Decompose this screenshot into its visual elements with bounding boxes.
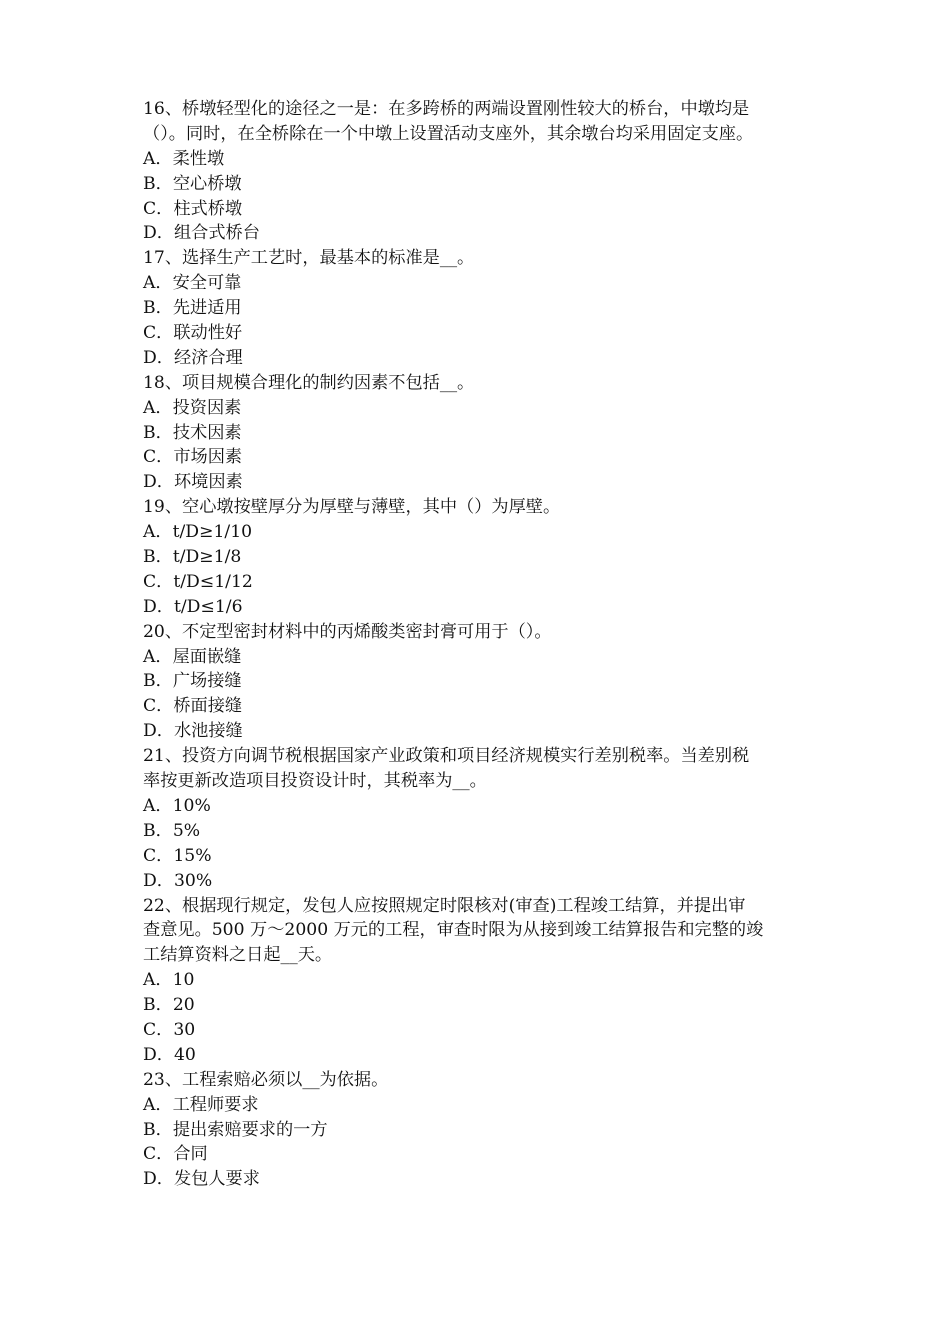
option-d: D．40 xyxy=(143,1044,196,1065)
question-16 xyxy=(143,97,811,246)
option-c: C．15% xyxy=(143,845,212,866)
question-17 xyxy=(143,246,811,370)
question-18 xyxy=(143,371,811,495)
question-list xyxy=(143,97,811,1192)
option-b: B．广场接缝 xyxy=(143,671,242,692)
option-d: D．30% xyxy=(143,870,213,891)
option-a: A．t/D≥1/10 xyxy=(143,522,253,543)
option-d: D．环境因素 xyxy=(143,472,243,493)
option-a: A．安全可靠 xyxy=(143,273,242,294)
option-c: C．柱式桥墩 xyxy=(143,198,243,219)
question-text-line: 工结算资料之日起__天。 xyxy=(143,945,333,966)
option-a: A．柔性墩 xyxy=(143,148,225,169)
option-c: C．市场因素 xyxy=(143,447,243,468)
question-text-line: 17、选择生产工艺时，最基本的标准是__。 xyxy=(143,248,475,269)
option-a: A．屋面嵌缝 xyxy=(143,646,242,667)
question-21 xyxy=(143,744,811,893)
question-text-line: 率按更新改造项目投资设计时，其税率为__。 xyxy=(143,771,487,792)
question-text-line: 21、投资方向调节税根据国家产业政策和项目经济规模实行差别税率。当差别税 xyxy=(143,746,750,767)
option-d: D．经济合理 xyxy=(143,347,243,368)
question-20 xyxy=(143,620,811,744)
option-d: D．发包人要求 xyxy=(143,1169,260,1190)
option-a: A．工程师要求 xyxy=(143,1094,259,1115)
option-c: C．桥面接缝 xyxy=(143,696,243,717)
question-text-line: 23、工程索赔必须以__为依据。 xyxy=(143,1069,389,1090)
question-22 xyxy=(143,894,811,1068)
option-c: C．30 xyxy=(143,1019,196,1040)
option-c: C．合同 xyxy=(143,1144,208,1165)
question-text-line: 22、根据现行规定，发包人应按照规定时限核对(审查)工程竣工结算，并提出审 xyxy=(143,895,746,916)
option-c: C．t/D≤1/12 xyxy=(143,571,253,592)
option-b: B．t/D≥1/8 xyxy=(143,547,242,568)
option-d: D．t/D≤1/6 xyxy=(143,596,243,617)
option-a: A．10% xyxy=(143,795,211,816)
question-text-line: （）。同时，在全桥除在一个中墩上设置活动支座外，其余墩台均采用固定支座。 xyxy=(143,123,754,144)
option-d: D．水池接缝 xyxy=(143,721,243,742)
question-23 xyxy=(143,1068,811,1192)
question-19 xyxy=(143,495,811,619)
option-c: C．联动性好 xyxy=(143,323,243,344)
option-b: B．空心桥墩 xyxy=(143,173,242,194)
question-text-line: 查意见。500 万～2000 万元的工程，审查时限为从接到竣工结算报告和完整的竣 xyxy=(143,920,764,941)
option-b: B．技术因素 xyxy=(143,422,242,443)
option-b: B．20 xyxy=(143,995,195,1016)
option-a: A．10 xyxy=(143,970,195,991)
question-text-line: 16、桥墩轻型化的途径之一是：在多跨桥的两端设置刚性较大的桥台，中墩均是 xyxy=(143,99,750,119)
option-b: B．提出索赔要求的一方 xyxy=(143,1119,328,1140)
option-d: D．组合式桥台 xyxy=(143,223,260,244)
option-a: A．投资因素 xyxy=(143,397,242,418)
question-text-line: 20、不定型密封材料中的丙烯酸类密封膏可用于（）。 xyxy=(143,621,552,642)
option-b: B．5% xyxy=(143,820,201,841)
option-b: B．先进适用 xyxy=(143,298,242,319)
question-text-line: 18、项目规模合理化的制约因素不包括__。 xyxy=(143,372,475,393)
question-text-line: 19、空心墩按壁厚分为厚壁与薄壁，其中（）为厚壁。 xyxy=(143,497,561,518)
